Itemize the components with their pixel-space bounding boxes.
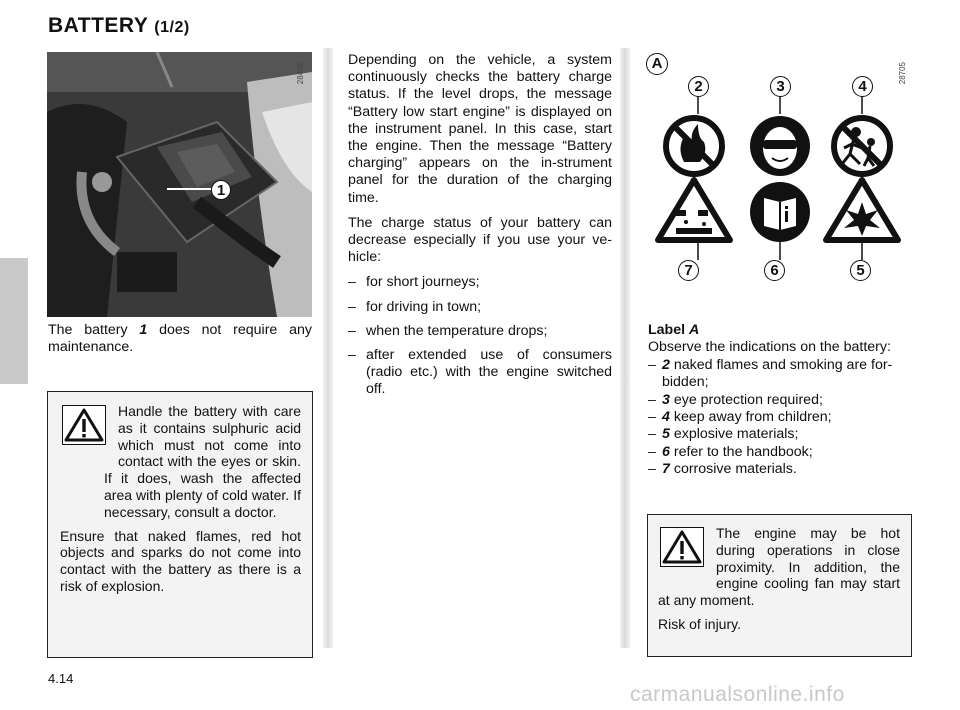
photo-callout-1: 1 (211, 180, 231, 200)
warning-box-engine (647, 514, 912, 657)
warning-triangle-icon (660, 527, 704, 572)
eye-protection-icon (750, 116, 810, 176)
battery-label-figure (646, 52, 911, 292)
warning-engine-text: The engine may be hot during operations in close proximity. In addition, the engine cooling fan may start at any moment. (658, 525, 900, 609)
label-heading: Label A (648, 322, 700, 338)
title-main: BATTERY (48, 14, 148, 37)
label-number-3: 3 (770, 76, 791, 97)
corrosive-icon (658, 180, 730, 240)
title-sub: (1/2) (154, 19, 190, 36)
list-item: – 4 keep away from children; (648, 409, 832, 426)
warning-triangle-icon (62, 405, 106, 450)
section-tab (0, 258, 28, 384)
column-divider-left (323, 48, 333, 648)
warning-box-acid (47, 391, 313, 658)
label-section (648, 322, 914, 479)
list-item: – when the temperature drops; (348, 322, 548, 339)
list-item: – 5 explosive materials; (648, 426, 799, 443)
photo-caption: The battery 1 does not require any maintenance. (48, 322, 312, 356)
warning-explosion-text: Ensure that naked flames, red hot objects and sparks do not come into contact with the battery as there is a risk of explosion. (60, 527, 301, 594)
battery-photo (47, 52, 312, 317)
label-intro: Observe the indications on the battery: (648, 339, 891, 356)
list-item: – for short journeys; (348, 274, 480, 291)
label-number-4: 4 (852, 76, 873, 97)
engine-bay-illustration (47, 52, 312, 317)
photo-ref-number: 28446 (296, 62, 305, 85)
list-item: – 3 eye protection required; (648, 391, 823, 408)
figure-letter: A (646, 53, 668, 75)
list-item: – 2 naked flames and smoking are for-bidden; (648, 356, 893, 391)
label-number-6: 6 (764, 260, 785, 281)
list-item: – after extended use of consumers (radio etc.) with the engine switched off. (348, 347, 612, 398)
label-number-5: 5 (850, 260, 871, 281)
label-number-7: 7 (678, 260, 699, 281)
list-item: – for driving in town; (348, 298, 482, 315)
label-number-2: 2 (688, 76, 709, 97)
list-item: – 7 corrosive materials. (648, 461, 797, 478)
warning-acid-text: Handle the battery with care as it contains sulphuric acid which must not come into contact with the eyes or skin. If it does, wash the affected area with plenty of cold water. If necessary, consult a doctor. (104, 403, 301, 520)
battery-charge-section (348, 52, 612, 406)
no-flames-icon (666, 118, 722, 174)
explosive-icon (826, 180, 898, 240)
handbook-icon (750, 182, 810, 242)
caption-callout-number: 1 (139, 322, 148, 338)
warning-injury-text: Risk of injury. (658, 615, 741, 632)
column-divider-right (620, 48, 630, 648)
charge-status-text: Depending on the vehicle, a system continuously checks the battery charge status. If the level drops, the message “Battery low start engine” is displayed on the instrument panel. In this case, start the engine. Then the message “Battery charging” appears on the in-strument panel for the duration of the charging time. (348, 52, 612, 206)
charge-decrease-text: The charge status of your battery can decrease especially if you use your ve-hicle: (348, 214, 612, 266)
page-title (48, 14, 190, 38)
page-number: 4.14 (48, 671, 74, 686)
label-ref-number: 28705 (898, 62, 907, 85)
list-item: – 6 refer to the handbook; (648, 443, 813, 460)
keep-away-children-icon (834, 118, 890, 174)
footer-watermark: carmanualsonline.info (630, 683, 845, 706)
